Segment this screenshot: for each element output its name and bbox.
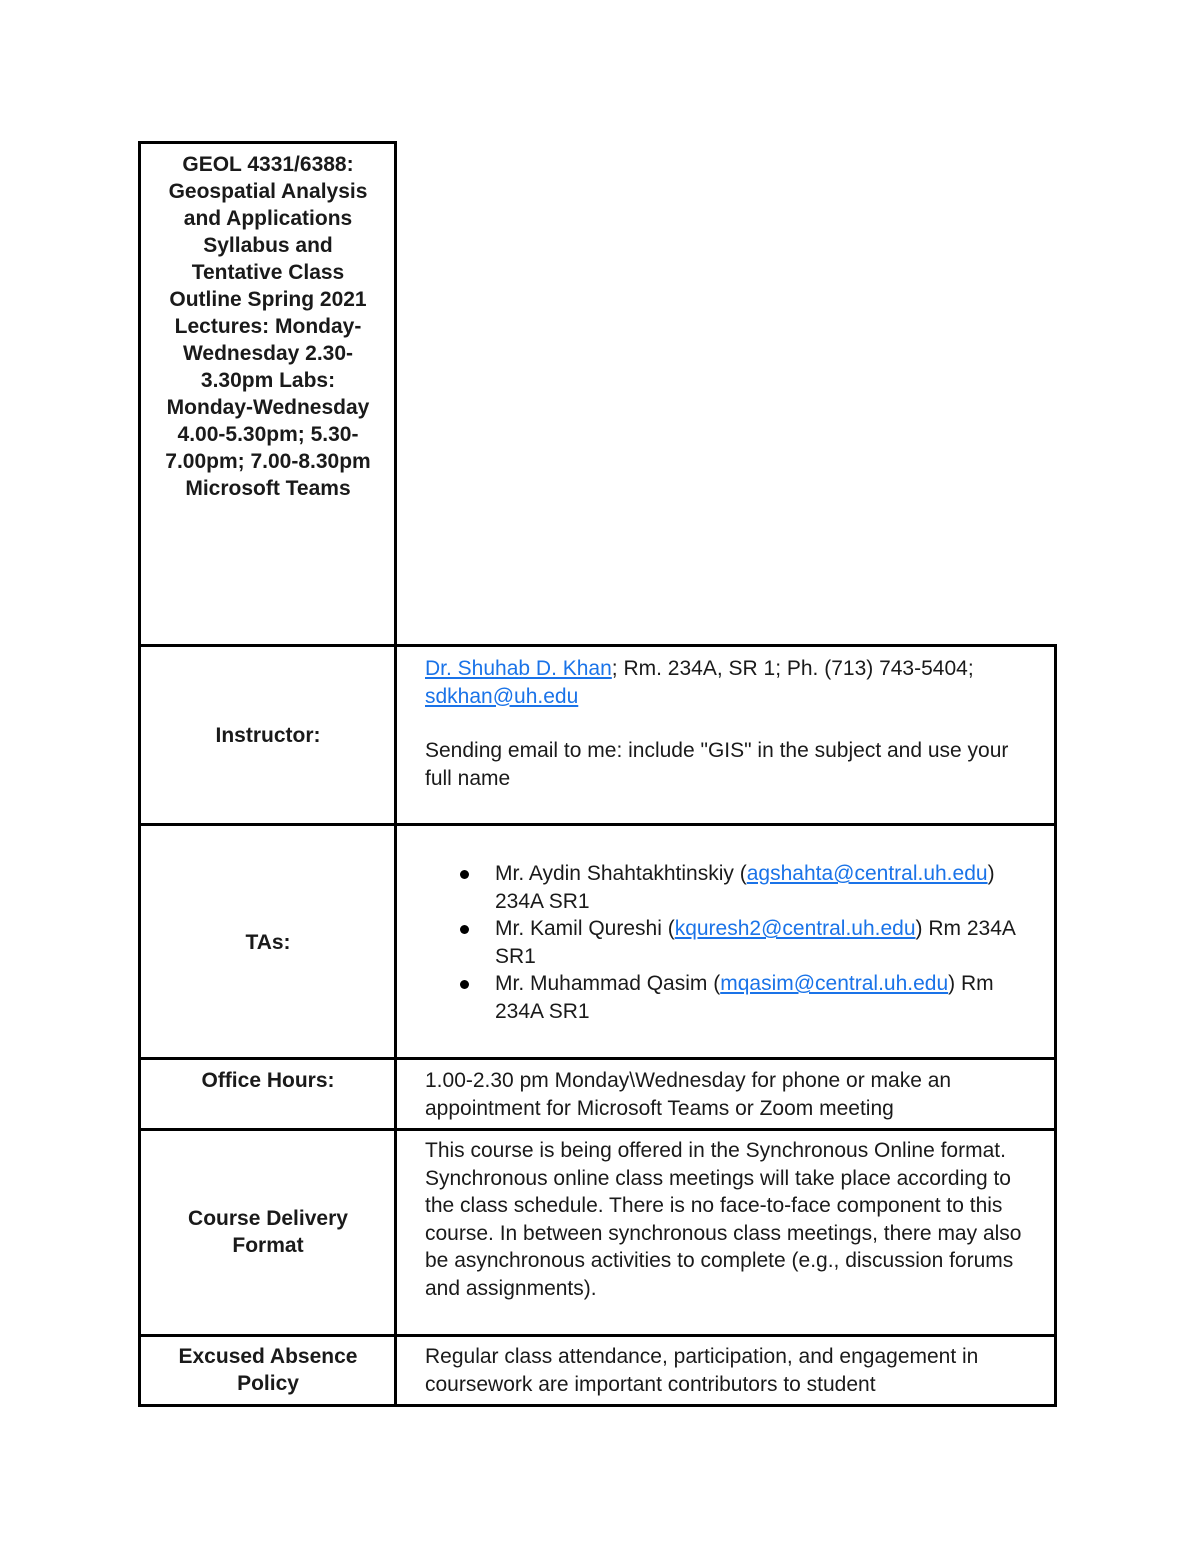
table-border: [394, 141, 397, 1407]
office-hours-content-cell: [396, 1059, 1056, 1129]
ta-email-link[interactable]: agshahta@central.uh.edu: [746, 862, 988, 885]
instructor-label: Instructor:: [215, 723, 321, 747]
tas-label-cell: [140, 825, 396, 1059]
office-hours-text: 1.00-2.30 pm Monday\Wednesday for phone or make an appointment for Microsoft Teams or Zoom meeting: [425, 1069, 952, 1120]
delivery-text: This course is being offered in the Synchronous Online format. Synchronous online class meetings will take place according to the class schedule. There is no face-to-face component to this course. In between synchronous class meetings, there may also be asynchronous activities to complete (e.g., discussion forums and assignments).: [425, 1139, 1022, 1300]
ta-list: [425, 860, 1034, 1025]
table-border: [138, 1404, 1057, 1407]
syllabus-title: GEOL 4331/6388: Geospatial Analysis and Applications Syllabus and Tentative Class Outline Spring 2021 Lectures: Monday-Wednesday 2.30-3.30pm Labs: Monday-Wednesday 4.00-5.30pm; 5.30-7.00pm; 7.00-8.30pm Microsoft Teams: [165, 153, 371, 500]
bullet-icon: [460, 980, 469, 989]
instructor-content-cell: [396, 645, 1056, 825]
tas-label: TAs:: [245, 930, 291, 954]
office-hours-label-cell: [140, 1059, 396, 1129]
table-border: [138, 141, 397, 144]
list-item: Mr. Kamil Qureshi (kquresh2@central.uh.edu) Rm 234A SR1: [425, 915, 1034, 970]
list-item: Mr. Muhammad Qasim (mqasim@central.uh.edu) Rm 234A SR1: [425, 970, 1034, 1025]
delivery-content-cell: [396, 1129, 1056, 1335]
table-border: [138, 823, 1057, 826]
absence-content-cell: [396, 1335, 1056, 1405]
absence-label: Excused Absence Policy: [178, 1345, 358, 1395]
tas-content-cell: [396, 825, 1056, 1059]
instructor-contact: [425, 655, 1034, 710]
table-border: [138, 141, 141, 1407]
table-border: [138, 644, 1057, 647]
delivery-label: Course Delivery Format: [188, 1207, 348, 1257]
office-hours-label: Office Hours:: [201, 1069, 335, 1092]
list-item: Mr. Aydin Shahtakhtinskiy (agshahta@central.uh.edu) 234A SR1: [425, 860, 1034, 915]
delivery-label-cell: [140, 1129, 396, 1335]
absence-text: Regular class attendance, participation, and engagement in coursework are important contributors to student: [425, 1345, 979, 1396]
bullet-icon: [460, 925, 469, 934]
absence-label-cell: [140, 1335, 396, 1405]
ta-email-link[interactable]: kquresh2@central.uh.edu: [674, 917, 916, 940]
table-border: [138, 1128, 1057, 1131]
table-border: [1054, 644, 1057, 1407]
instructor-details: ; Rm. 234A, SR 1; Ph. (713) 743-5404;: [611, 657, 974, 680]
syllabus-title-cell: [140, 143, 396, 645]
table-border: [138, 1334, 1057, 1337]
instructor-email-note: Sending email to me: include "GIS" in the subject and use your full name: [425, 739, 1009, 790]
bullet-icon: [460, 870, 469, 879]
instructor-label-cell: [140, 645, 396, 825]
table-border: [138, 1057, 1057, 1060]
instructor-name-link[interactable]: Dr. Shuhab D. Khan: [425, 657, 612, 680]
instructor-email-link[interactable]: sdkhan@uh.edu: [425, 684, 579, 708]
ta-email-link[interactable]: mqasim@central.uh.edu: [720, 972, 949, 995]
